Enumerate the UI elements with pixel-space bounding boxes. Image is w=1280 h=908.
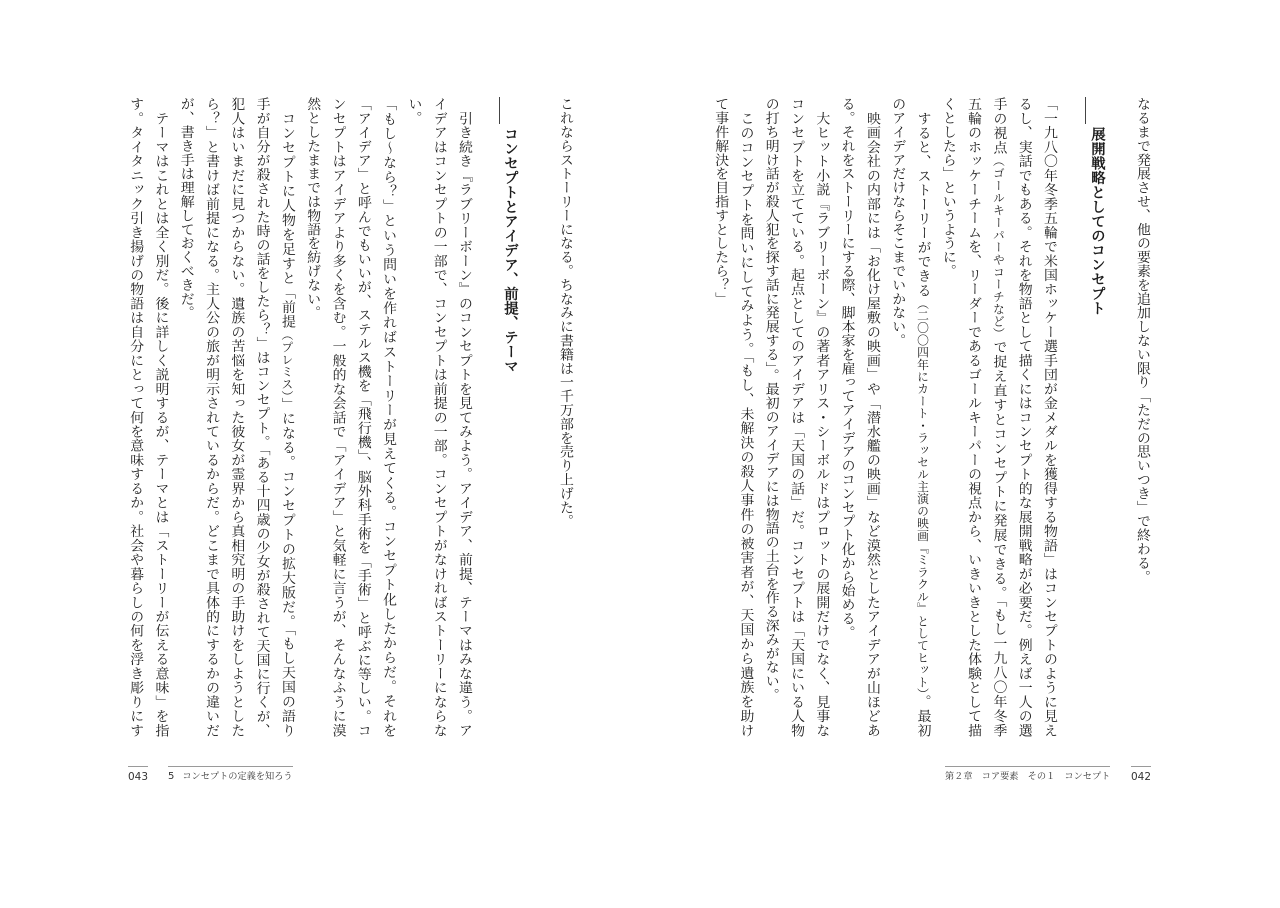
text-column: ら？」と書けば前提になる。主人公の旅が明示されているからだ。どこまで具体的にするかの違いだ: [203, 97, 220, 737]
text-column: 「もし〜なら？」という問いを作ればストーリーが見えてくる。コンセプト化したからだ。それを: [380, 97, 397, 737]
text-column: て事件解決を目指すとしたら？」: [712, 97, 729, 306]
right-page-lead-line: なるまで発展させ、他の要素を追加しない限り「ただの思いつき」で終わる。: [1134, 97, 1150, 584]
inline-note: （ゴールキーパーやコーチなど）: [991, 154, 1006, 340]
left-page-body: [122, 97, 476, 737]
text-run: コンセプトに人物を足すと「前提: [278, 97, 295, 329]
text-column: コンセプトを立てている。起点としてのアイデアは「天国の話」だ。コンセプトは「天国にいる人物: [788, 97, 805, 737]
inline-note: （プレミス）: [279, 328, 294, 398]
text-run: で捉え直すとコンセプトに発展できる。「もし一九八〇年冬季: [990, 340, 1007, 738]
text-column: 然としたままでは物語を紡げない。: [304, 97, 321, 320]
section-heading: 展開戦略としてのコンセプト: [1089, 127, 1105, 316]
text-column: イデアはコンセプトの一部で、コンセプトは前提の一部。コンセプトがなければストーリーにならな: [430, 97, 447, 737]
text-column: 手が自分が殺された時の話をしたら？」はコンセプト。「ある十四歳の少女が殺されて天国に行くが、: [253, 97, 270, 737]
text-column: 映画会社の内部には「お化け屋敷の映画」や「潜水艦の映画」など漠然としたアイデアが山ほどあ: [863, 97, 880, 737]
text-column: のアイデアだけならそこまでいかない。: [889, 97, 906, 348]
text-column: 引き続き『ラブリーボーン』のコンセプトを見てみよう。アイデア、前提、テーマはみな違う。ア: [456, 97, 472, 737]
page-number: 042: [1131, 766, 1151, 783]
text-column: が、書き手は理解しておくべきだ。: [177, 97, 194, 320]
running-head: 第２章 コア要素 その１ コンセプト: [945, 766, 1110, 783]
text-run: 。最初: [914, 694, 931, 738]
page-number: 043: [128, 766, 148, 783]
text-column: [909, 97, 934, 737]
heading-rule: [1085, 97, 1086, 124]
text-column: い。: [405, 97, 422, 125]
text-column: 五輪のホッケーチームを、リーダーであるゴールキーパーの視点から、いきいきとした体験として描: [965, 97, 982, 737]
text-column: る。それをストーリーにする際、脚本家を雇ってアイデアのコンセプト化から始める。: [838, 97, 855, 640]
inline-note: （二〇〇四年にカート・ラッセル主演の映画『ミラクル』としてヒット）: [915, 297, 930, 695]
left-page-lead-line: これならストーリーになる。ちなみに書籍は一千万部を売り上げた。: [557, 97, 573, 528]
text-column: [274, 97, 299, 737]
section-title: コンセプトの定義を知ろう: [182, 771, 293, 782]
text-column: このコンセプトを問いにしてみよう。「もし、未解決の殺人事件の被害者が、天国から遺族を助け: [737, 97, 754, 737]
text-column: ンセプトはアイデアより多くを含む。一般的な会話で「アイデア」と気軽に言うが、そんなふうに漠: [329, 97, 346, 737]
text-column: [985, 97, 1010, 737]
text-column: 犯人はいまだに見つからない。遺族の苦悩を知った彼女が霊界から真相究明の手助けをしようとした: [228, 97, 245, 737]
text-column: 「一九八〇年冬季五輪で米国ホッケー選手団が金メダルを獲得する物語」はコンセプトのように見え: [1041, 97, 1057, 737]
text-column: くとしたら」というように。: [939, 97, 956, 278]
heading-rule: [499, 97, 500, 124]
text-column: す。タイタニック引き揚げの物語は自分にとって何を意味するか。社会や暮らしの何を浮き彫りにす: [127, 97, 144, 737]
running-head: [168, 766, 293, 783]
section-heading: コンセプトとアイデア、前提、テーマ: [502, 127, 518, 374]
text-run: 」になる。コンセプトの拡大版だ。「もし天国の語り: [278, 397, 295, 737]
text-column: 大ヒット小説『ラブリーボーン』の著者アリス・シーボルドはプロットの展開だけでなく、見事な: [813, 97, 830, 737]
text-column: 「アイデア」と呼んでもいいが、ステルス機を「飛行機」、脳外科手術を「手術」と呼ぶに等しい。コ: [354, 97, 371, 737]
right-page-body: [707, 97, 1061, 737]
section-number: 5: [168, 771, 175, 782]
text-column: るし、実話でもある。それを物語として描くにはコンセプト的な展開戦略が必要だ。例えば一人の選: [1015, 97, 1032, 737]
text-run: 手の視点: [990, 97, 1007, 155]
text-column: の打ち明け話が殺人犯を探す話に発展する」。最初のアイデアには物語の土台を作る深みがない。: [762, 97, 779, 702]
text-column: テーマはこれとは全く別だ。後に詳しく説明するが、テーマとは「ストーリーが伝える意味」を指: [152, 97, 169, 737]
text-run: すると、ストーリーができる: [914, 97, 931, 298]
